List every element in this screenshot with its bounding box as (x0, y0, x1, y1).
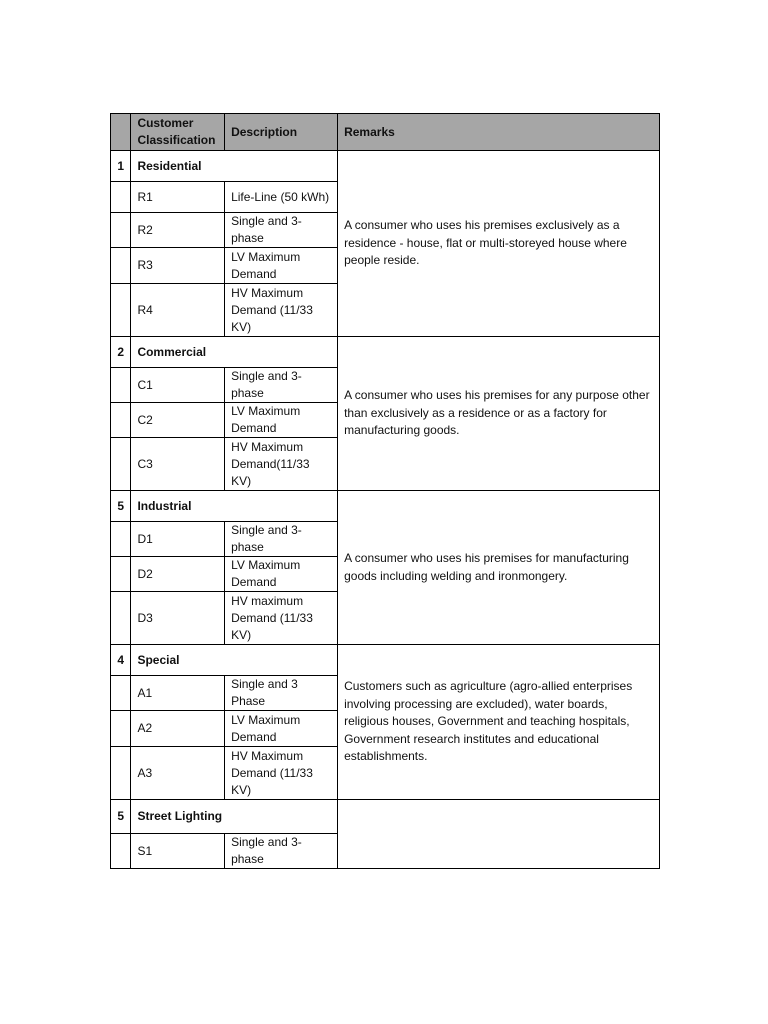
row-description: LV Maximum Demand (225, 711, 338, 747)
row-code: R4 (131, 284, 225, 337)
row-number (111, 522, 131, 557)
row-number (111, 403, 131, 438)
group-title: Special (131, 645, 338, 676)
row-code: R1 (131, 182, 225, 213)
group-title: Industrial (131, 491, 338, 522)
row-code: D3 (131, 592, 225, 645)
header-remarks: Remarks (338, 114, 660, 151)
customer-classification-table (110, 113, 660, 869)
row-description: HV Maximum Demand(11/33 KV) (225, 438, 338, 491)
row-code: R3 (131, 248, 225, 284)
group-remarks: Customers such as agriculture (agro-allied enterprises involving processing are excluded), water boards, religious houses, Government and teaching hospitals, Government research institutes and educational establishments. (338, 645, 660, 800)
row-description: HV Maximum Demand (11/33 KV) (225, 284, 338, 337)
header-classification: Customer Classification (131, 114, 225, 151)
row-description: LV Maximum Demand (225, 248, 338, 284)
row-number (111, 676, 131, 711)
row-description: HV Maximum Demand (11/33 KV) (225, 747, 338, 800)
row-code: D2 (131, 557, 225, 592)
row-number (111, 284, 131, 337)
row-code: C1 (131, 368, 225, 403)
table-header-row (111, 114, 660, 151)
group-row-street-lighting (111, 800, 660, 834)
group-row-commercial (111, 337, 660, 368)
group-remarks: A consumer who uses his premises for manufacturing goods including welding and ironmongery. (338, 491, 660, 645)
row-code: S1 (131, 834, 225, 869)
row-number (111, 248, 131, 284)
row-number (111, 213, 131, 248)
row-number (111, 834, 131, 869)
group-title: Street Lighting (131, 800, 338, 834)
group-remarks: A consumer who uses his premises for any purpose other than exclusively as a residence or as a factory for manufacturing goods. (338, 337, 660, 491)
row-description: Single and 3-phase (225, 213, 338, 248)
row-code: A3 (131, 747, 225, 800)
header-description: Description (225, 114, 338, 151)
group-title: Residential (131, 151, 338, 182)
row-code: D1 (131, 522, 225, 557)
row-number (111, 711, 131, 747)
row-description: Single and 3-phase (225, 368, 338, 403)
row-description: HV maximum Demand (11/33 KV) (225, 592, 338, 645)
group-row-industrial (111, 491, 660, 522)
group-row-residential (111, 151, 660, 182)
row-number (111, 592, 131, 645)
row-description: LV Maximum Demand (225, 403, 338, 438)
row-description: LV Maximum Demand (225, 557, 338, 592)
row-number (111, 438, 131, 491)
group-number: 4 (111, 645, 131, 676)
group-remarks (338, 800, 660, 869)
row-number (111, 747, 131, 800)
row-number (111, 368, 131, 403)
group-remarks: A consumer who uses his premises exclusively as a residence - house, flat or multi-storeyed house where people reside. (338, 151, 660, 337)
group-number: 5 (111, 800, 131, 834)
group-title: Commercial (131, 337, 338, 368)
group-row-special (111, 645, 660, 676)
row-code: C2 (131, 403, 225, 438)
row-number (111, 557, 131, 592)
group-number: 5 (111, 491, 131, 522)
row-description: Single and 3 Phase (225, 676, 338, 711)
row-number (111, 182, 131, 213)
row-code: A1 (131, 676, 225, 711)
row-code: R2 (131, 213, 225, 248)
group-number: 2 (111, 337, 131, 368)
row-description: Single and 3-phase (225, 522, 338, 557)
group-number: 1 (111, 151, 131, 182)
row-code: A2 (131, 711, 225, 747)
row-description: Single and 3-phase (225, 834, 338, 869)
row-description: Life-Line (50 kWh) (225, 182, 338, 213)
header-number (111, 114, 131, 151)
row-code: C3 (131, 438, 225, 491)
